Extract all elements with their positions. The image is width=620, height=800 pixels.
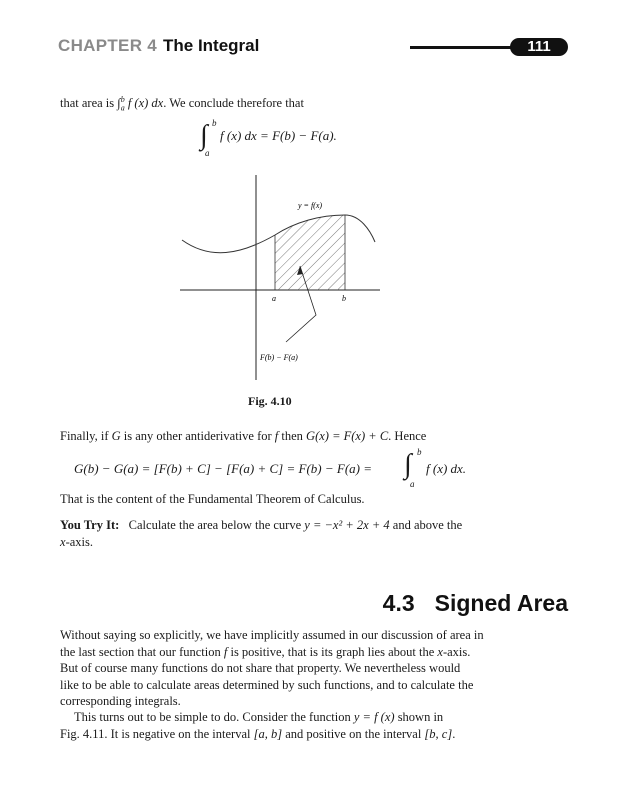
text-span: shown in	[397, 710, 444, 724]
upper-limit: b	[212, 118, 217, 128]
text-span: and positive on the interval	[285, 726, 422, 741]
math-eq: G(x) = F(x) + C	[306, 429, 389, 443]
a-label: a	[272, 294, 276, 303]
text-line	[60, 709, 496, 726]
section-heading	[383, 590, 568, 617]
section-title: Signed Area	[434, 590, 568, 616]
text-line: Without saying so explicitly, we have implicitly assumed in our discussion of area in	[60, 628, 484, 642]
math-f: f	[223, 644, 228, 659]
paragraph-turns-out	[60, 709, 496, 742]
figure-4-10	[170, 170, 390, 385]
inline-upper: b	[120, 95, 125, 104]
section-number: 4.3	[382, 590, 415, 616]
math-x: x	[437, 644, 443, 659]
text-span: is positive, that is its graph lies about the	[230, 644, 435, 659]
math-G: G	[111, 429, 121, 443]
page-number-badge: 111	[510, 38, 568, 56]
math-interval: [b, c]	[424, 726, 453, 741]
text-span: Fig. 4.11. It is negative on the interval	[60, 726, 251, 741]
equation-ftc	[200, 118, 400, 158]
paragraph-finally	[60, 428, 426, 445]
you-try-it: You Try It: Calculate the area below the curve y = −x² + 2x + 4 and above the x-axis.	[60, 518, 463, 549]
intro-lead: that area is	[60, 96, 115, 111]
lower-limit: a	[410, 479, 415, 489]
chapter-label: CHAPTER 4	[58, 36, 158, 55]
you-try-it-label: You Try It	[60, 518, 116, 532]
text-span: and above the	[392, 518, 463, 532]
equation-difference	[74, 447, 494, 489]
integral-sign: ∫	[200, 120, 208, 151]
text-span: This turns out to be simple to do. Consider the function	[74, 710, 351, 724]
text-span: then	[281, 429, 303, 443]
chapter-title: The Integral	[163, 36, 260, 55]
text-span: .	[452, 726, 456, 741]
curve-label: y = f(x)	[298, 201, 323, 210]
text-line	[60, 726, 496, 743]
math-x: x	[60, 534, 66, 549]
equation2-lhs: G(b) − G(a) = [F(b) + C] − [F(a) + C] = F(b) − F(a) =	[74, 461, 372, 476]
equation-body: f (x) dx = F(b) − F(a).	[220, 128, 337, 143]
intro-line	[60, 92, 304, 117]
text-span: the last section that our function	[60, 644, 221, 659]
upper-limit: b	[417, 447, 422, 457]
text-line: like to be able to calculate areas determined by such functions, and to calculate the	[60, 677, 474, 692]
text-span: Finally, if	[60, 429, 109, 443]
shaded-area	[275, 210, 345, 290]
lower-limit: a	[205, 148, 210, 158]
integral-sign: ∫	[404, 449, 412, 480]
text-span: is any other antiderivative for	[123, 429, 272, 443]
text-line	[60, 644, 496, 661]
paragraph-signed-area	[60, 627, 496, 710]
math-f: f	[274, 429, 279, 443]
text-span: . Hence	[388, 429, 427, 443]
equation2-integrand: f (x) dx.	[426, 461, 467, 476]
math-eq: y = −x² + 2x + 4	[304, 518, 390, 532]
inline-lower: a	[120, 103, 125, 113]
math-interval: [a, b]	[253, 726, 283, 741]
text-span: -axis.	[442, 644, 471, 659]
text-line: corresponding integrals.	[60, 694, 181, 708]
inline-integral: $\int_a^b$ f (x) dx	[117, 95, 164, 113]
figure-caption: Fig. 4.10	[248, 394, 292, 408]
intro-tail: . We conclude therefore that	[163, 96, 304, 111]
b-label: b	[342, 294, 346, 303]
text-line: But of course many functions do not share that property. We nevertheless would	[60, 661, 461, 675]
text-span: Calculate the area below the curve	[128, 518, 302, 532]
area-label: F(b) − F(a)	[260, 353, 298, 362]
header-rule	[410, 46, 520, 49]
math-eq: y = f (x)	[353, 710, 395, 724]
text-span: -axis.	[65, 534, 93, 549]
paragraph-ftc: That is the content of the Fundamental Theorem of Calculus.	[60, 492, 365, 506]
